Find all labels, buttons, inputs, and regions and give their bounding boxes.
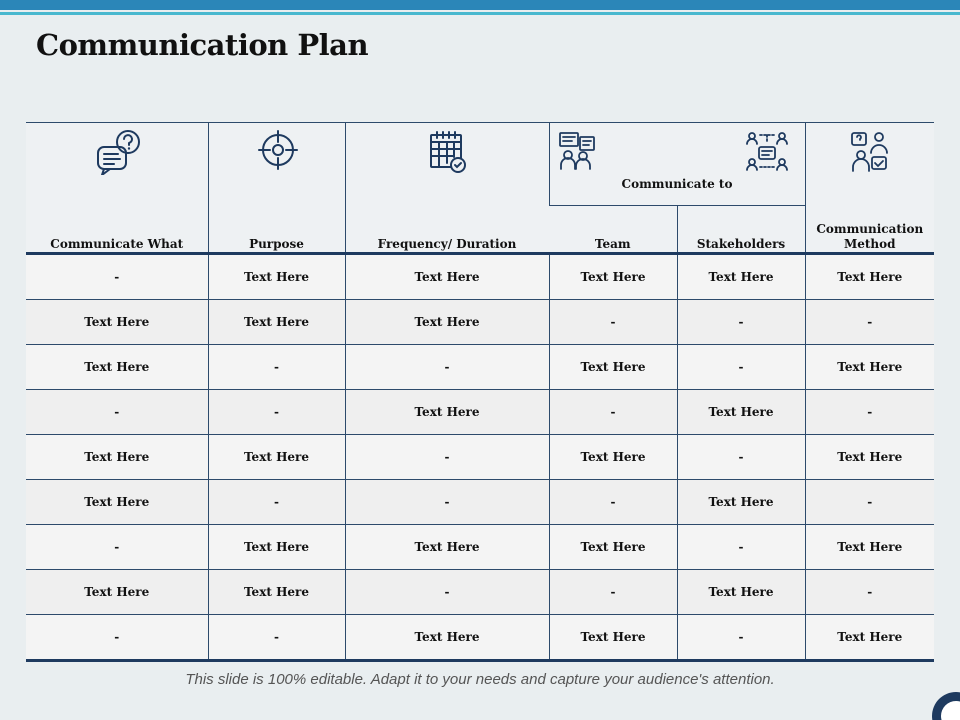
table-row — [26, 435, 934, 480]
table-cell: Text Here — [805, 615, 934, 661]
table-cell: Text Here — [208, 300, 345, 345]
table-cell: - — [805, 570, 934, 615]
table-cell: Text Here — [677, 480, 805, 525]
table-row — [26, 570, 934, 615]
page-title: Communication Plan — [36, 28, 369, 62]
table-cell: - — [208, 480, 345, 525]
table-cell: Text Here — [208, 570, 345, 615]
speech-question-icon — [96, 129, 142, 175]
table-cell: Text Here — [208, 525, 345, 570]
table-row — [26, 615, 934, 661]
header-label-purpose: Purpose — [249, 237, 304, 251]
table-cell: - — [805, 300, 934, 345]
table-cell: - — [345, 345, 549, 390]
table-row — [26, 254, 934, 300]
table-cell: Text Here — [26, 570, 208, 615]
header-method — [805, 123, 934, 254]
table-cell: Text Here — [208, 435, 345, 480]
top-accent-bar — [0, 0, 960, 10]
table-cell: - — [345, 570, 549, 615]
communication-plan-table — [26, 122, 934, 662]
table-cell: Text Here — [677, 570, 805, 615]
table-cell: - — [345, 435, 549, 480]
table-cell: - — [208, 615, 345, 661]
table-cell: Text Here — [549, 615, 677, 661]
table-cell: - — [26, 525, 208, 570]
table-cell: - — [677, 615, 805, 661]
header-label-communicate-to: Communicate to — [621, 176, 733, 191]
table-cell: - — [677, 435, 805, 480]
footer-note: This slide is 100% editable. Adapt it to your needs and capture your audience's attention. — [185, 671, 775, 688]
table-cell: Text Here — [345, 300, 549, 345]
table-cell: Text Here — [549, 254, 677, 300]
header-label-frequency: Frequency/ Duration — [377, 237, 517, 251]
stakeholder-network-icon — [746, 131, 788, 175]
table-cell: - — [26, 254, 208, 300]
table-cell: Text Here — [805, 435, 934, 480]
table-row — [26, 345, 934, 390]
table-cell: Text Here — [805, 345, 934, 390]
header-frequency — [345, 123, 549, 254]
table-cell: - — [208, 390, 345, 435]
table-cell: - — [677, 525, 805, 570]
table-cell: Text Here — [26, 435, 208, 480]
header-communicate-to — [549, 123, 805, 206]
calendar-clock-icon — [428, 129, 468, 175]
table-cell: Text Here — [345, 254, 549, 300]
table-cell: Text Here — [805, 254, 934, 300]
header-label-team: Team — [594, 237, 631, 251]
table-cell: Text Here — [345, 390, 549, 435]
table-cell: Text Here — [26, 300, 208, 345]
table-cell: - — [345, 480, 549, 525]
table-cell: Text Here — [345, 615, 549, 661]
table-cell: - — [549, 390, 677, 435]
page-curl-icon — [926, 686, 960, 720]
table-row — [26, 390, 934, 435]
header-communicate-what — [26, 123, 208, 254]
table-cell: Text Here — [208, 254, 345, 300]
table-cell: Text Here — [549, 525, 677, 570]
top-accent-stripe — [0, 12, 960, 15]
header-stakeholders — [677, 206, 805, 254]
team-presentation-icon — [558, 131, 596, 171]
table-cell: - — [26, 615, 208, 661]
table-cell: Text Here — [26, 345, 208, 390]
table-cell: Text Here — [677, 254, 805, 300]
table-cell: - — [805, 480, 934, 525]
table-cell: Text Here — [805, 525, 934, 570]
communication-method-icon — [850, 131, 890, 173]
table-row — [26, 300, 934, 345]
header-label-stakeholders: Stakeholders — [696, 237, 786, 251]
table-row — [26, 480, 934, 525]
table-cell: - — [549, 480, 677, 525]
table-cell: - — [805, 390, 934, 435]
table-cell: Text Here — [345, 525, 549, 570]
table-cell: Text Here — [677, 390, 805, 435]
table-cell: - — [677, 345, 805, 390]
table-cell: - — [26, 390, 208, 435]
table-cell: - — [677, 300, 805, 345]
header-label-what: Communicate What — [50, 237, 184, 251]
header-purpose — [208, 123, 345, 254]
header-team — [549, 206, 677, 254]
table-cell: - — [208, 345, 345, 390]
table-cell: Text Here — [549, 345, 677, 390]
header-label-method: Communication Method — [816, 222, 924, 251]
table-row — [26, 525, 934, 570]
table-cell: Text Here — [26, 480, 208, 525]
target-icon — [257, 129, 299, 171]
table-cell: - — [549, 570, 677, 615]
table-cell: - — [549, 300, 677, 345]
table-cell: Text Here — [549, 435, 677, 480]
